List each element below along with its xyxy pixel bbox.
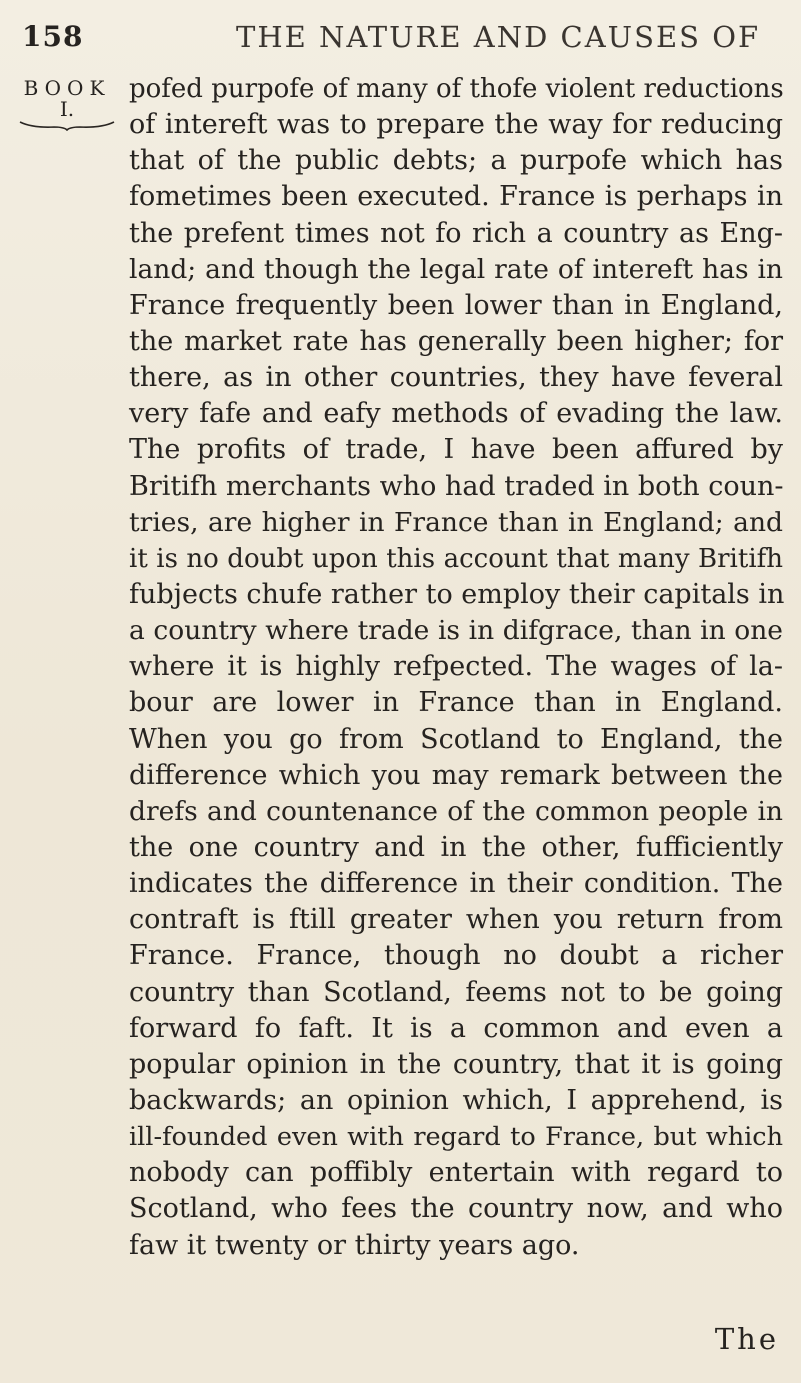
text-line: France. France, though no doubt a richer (129, 940, 783, 972)
text-line: forward fo faft. It is a common and even a (129, 1012, 783, 1044)
text-line: contraft is ftill greater when you return from (129, 904, 783, 936)
book-label: BOOK (23, 76, 111, 100)
text-line: ill-founded even with regard to France, but which (129, 1122, 783, 1153)
text-line: drefs and countenance of the common people in (129, 795, 783, 827)
text-line: the prefent times not fo rich a country as Eng- (129, 217, 783, 249)
text-line: the market rate has generally been higher; for (129, 325, 783, 357)
text-line: Britifh merchants who had traded in both coun- (129, 470, 784, 502)
running-head: THE NATURE AND CAUSES OF (236, 20, 761, 54)
text-line: it is no doubt upon this account that many Britifh (129, 543, 783, 574)
text-line: tries, are higher in France than in England; and (129, 506, 783, 538)
text-line: country than Scotland, feems not to be going (129, 976, 783, 1008)
text-line: a country where trade is in difgrace, than in one (129, 615, 783, 647)
text-line: bour are lower in France than in England. (129, 687, 783, 719)
text-line: there, as in other countries, they have feveral (129, 362, 783, 394)
book-margin-note (18, 76, 116, 131)
text-line: France frequently been lower than in England, (129, 289, 783, 321)
text-line: the one country and in the other, fufficiently (129, 831, 783, 863)
text-line: The profits of trade, I have been affured by (129, 434, 783, 466)
text-line: where it is highly refpected. The wages of la- (129, 651, 783, 683)
text-line: pofed purpofe of many of thofe violent reductions (129, 74, 784, 104)
text-line: of intereft was to prepare the way for reducing (129, 109, 783, 141)
text-line: very fafe and eafy methods of evading the law. (129, 398, 783, 430)
page-header (22, 20, 779, 60)
text-line: nobody can poffibly entertain with regard to (129, 1157, 783, 1189)
text-line: that of the public debts; a purpofe which has (129, 145, 783, 177)
text-line: backwards; an opinion which, I apprehend, is (129, 1084, 783, 1116)
text-line: difference which you may remark between the (129, 759, 783, 791)
text-line: indicates the difference in their condition. The (129, 868, 783, 900)
text-line: faw it twenty or thirty years ago. (129, 1229, 580, 1261)
text-line: popular opinion in the country, that it is going (129, 1048, 783, 1080)
text-line: fometimes been executed. France is perhaps in (129, 181, 783, 213)
book-number: I. (59, 97, 75, 121)
page-number: 158 (22, 20, 84, 53)
text-line: land; and though the legal rate of intereft has in (129, 253, 783, 285)
body-text (129, 71, 783, 1264)
text-line: Scotland, who fees the country now, and who (129, 1193, 783, 1225)
text-line: fubjects chufe rather to employ their capitals in (129, 578, 785, 610)
catchword: The (714, 1322, 779, 1356)
margin-brace (18, 119, 116, 131)
text-line: When you go from Scotland to England, the (129, 723, 783, 755)
